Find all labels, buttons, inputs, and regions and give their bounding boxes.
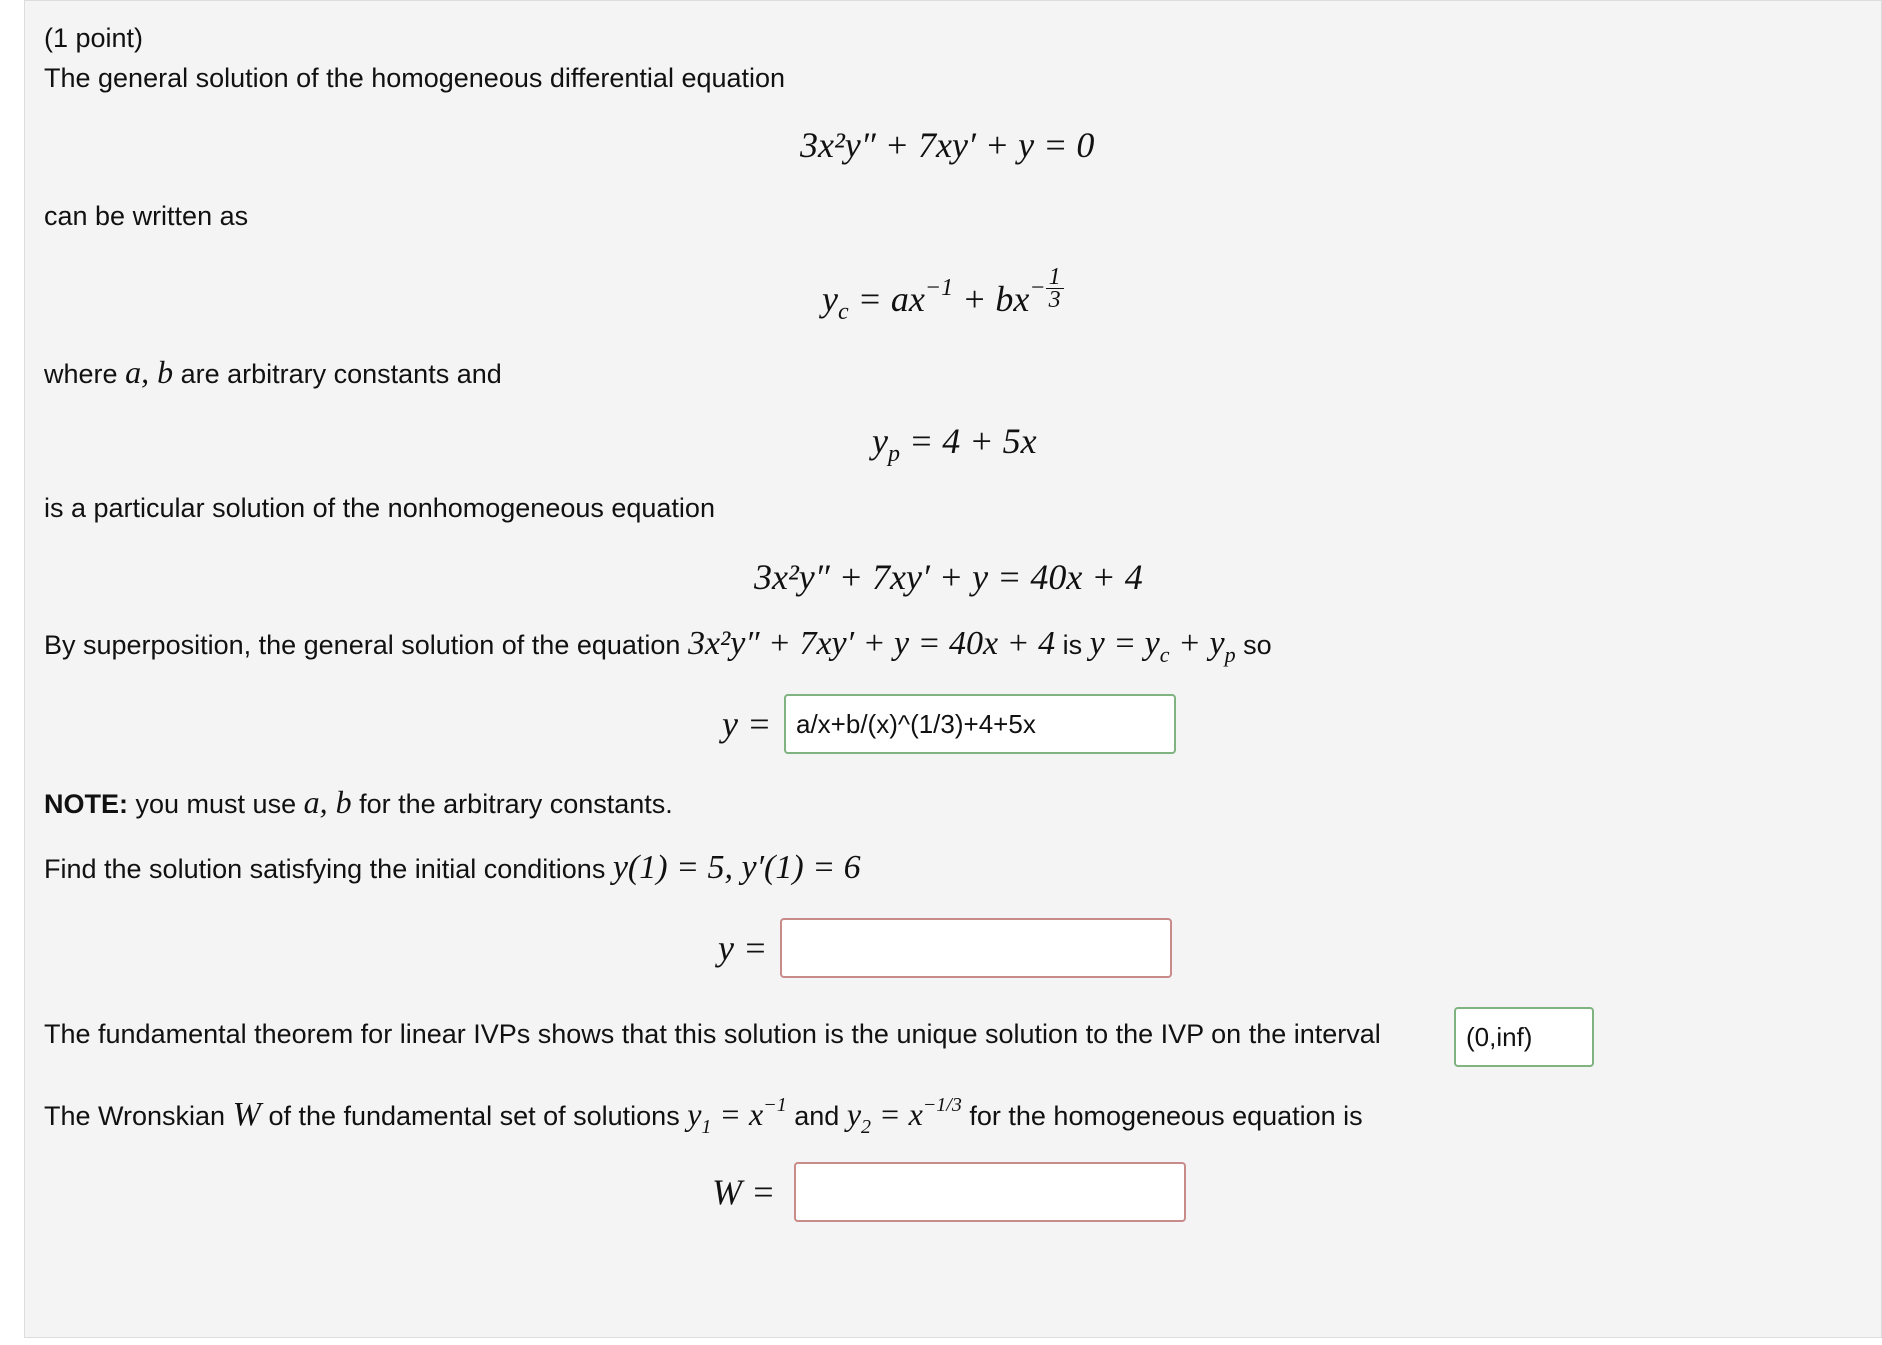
- superposition-text: [44, 625, 1272, 667]
- wronskian-text: [44, 1094, 1363, 1138]
- fraction-denominator: 3: [1048, 287, 1061, 314]
- yc-exp-a: −1: [924, 275, 954, 301]
- points-label: (1 point): [44, 23, 144, 53]
- wronskian-mid: of the fundamental set of solutions: [268, 1101, 680, 1131]
- yc-exp-b-fraction: [1046, 264, 1064, 314]
- theorem-text: The fundamental theorem for linear IVPs shows that this solution is the unique solution to the IVP on the interval: [44, 1019, 1381, 1049]
- yp-rhs: = 4 + 5x: [908, 421, 1037, 461]
- note-prefix: you must use: [135, 789, 297, 819]
- yc-term-a: = ax: [857, 279, 925, 319]
- yc-lhs: y: [822, 279, 838, 319]
- superposition-so: so: [1243, 630, 1272, 660]
- note-bold: NOTE:: [44, 789, 128, 819]
- nonhomogeneous-equation: 3x²y″ + 7xy′ + y = 40x + 4: [754, 557, 1143, 597]
- y2-sub: 2: [861, 1116, 872, 1138]
- can-be-written-text: can be written as: [44, 201, 249, 231]
- where-text: [44, 356, 502, 390]
- particular-text: is a particular solution of the nonhomogeneous equation: [44, 493, 715, 523]
- interval-input[interactable]: (0,inf): [1454, 1007, 1594, 1067]
- yc-sub-inline: c: [1159, 642, 1170, 667]
- general-solution-input[interactable]: a/x+b/(x)^(1/3)+4+5x: [784, 694, 1176, 754]
- wronskian-input[interactable]: [794, 1162, 1186, 1222]
- where-prefix: where: [44, 359, 118, 389]
- fraction-numerator: 1: [1046, 266, 1064, 289]
- where-suffix: are arbitrary constants and: [180, 359, 502, 389]
- note-suffix: for the arbitrary constants.: [359, 789, 673, 819]
- intro-text: The general solution of the homogeneous differential equation: [44, 63, 786, 93]
- y1-exp: −1: [763, 1094, 787, 1116]
- wronskian-prefix: The Wronskian: [44, 1101, 226, 1131]
- yp-equation: [872, 420, 1037, 467]
- yc-sub: c: [837, 299, 849, 325]
- find-solution-text: [44, 849, 861, 886]
- where-vars: a, b: [125, 354, 174, 390]
- y1-sub: 1: [701, 1116, 712, 1138]
- y2-exp: −1/3: [922, 1094, 962, 1116]
- y1-expression: [687, 1094, 787, 1138]
- general-solution-label: y =: [722, 704, 772, 744]
- y2-expression: [846, 1094, 962, 1138]
- superposition-is: is: [1062, 630, 1083, 660]
- yc-equation: [822, 264, 1064, 325]
- problem-panel: [24, 0, 1882, 1338]
- wronskian-var: W: [232, 1096, 261, 1133]
- y2-eq: = x: [879, 1096, 923, 1132]
- homogeneous-equation: 3x²y″ + 7xy′ + y = 0: [800, 125, 1095, 165]
- superposition-prefix: By superposition, the general solution of the equation: [44, 630, 681, 660]
- y-equals-y: y = y: [1089, 625, 1160, 662]
- inline-nonhomogeneous-equation: 3x²y″ + 7xy′ + y = 40x + 4: [687, 625, 1056, 662]
- yp-sub-inline: p: [1224, 642, 1236, 667]
- yp-lhs: y: [872, 421, 888, 461]
- initial-conditions: y(1) = 5, y′(1) = 6: [612, 849, 861, 886]
- yc-exp-b-sign: −: [1029, 275, 1046, 301]
- wronskian-suffix: for the homogeneous equation is: [969, 1101, 1363, 1131]
- yc-term-b: + bx: [962, 279, 1030, 319]
- yp-sub: p: [887, 441, 900, 467]
- ivp-solution-input[interactable]: [780, 918, 1172, 978]
- wronskian-label: W =: [712, 1172, 776, 1212]
- wronskian-and: and: [794, 1101, 840, 1131]
- ivp-solution-label: y =: [718, 928, 768, 968]
- find-text: Find the solution satisfying the initial conditions: [44, 854, 606, 884]
- superposition-formula: [1089, 625, 1236, 667]
- note-vars: a, b: [303, 784, 352, 820]
- y2-symbol: y: [846, 1096, 862, 1132]
- note-text: [44, 786, 673, 820]
- plus-y: + y: [1178, 625, 1225, 662]
- y1-symbol: y: [687, 1096, 702, 1132]
- y1-eq: = x: [719, 1096, 764, 1132]
